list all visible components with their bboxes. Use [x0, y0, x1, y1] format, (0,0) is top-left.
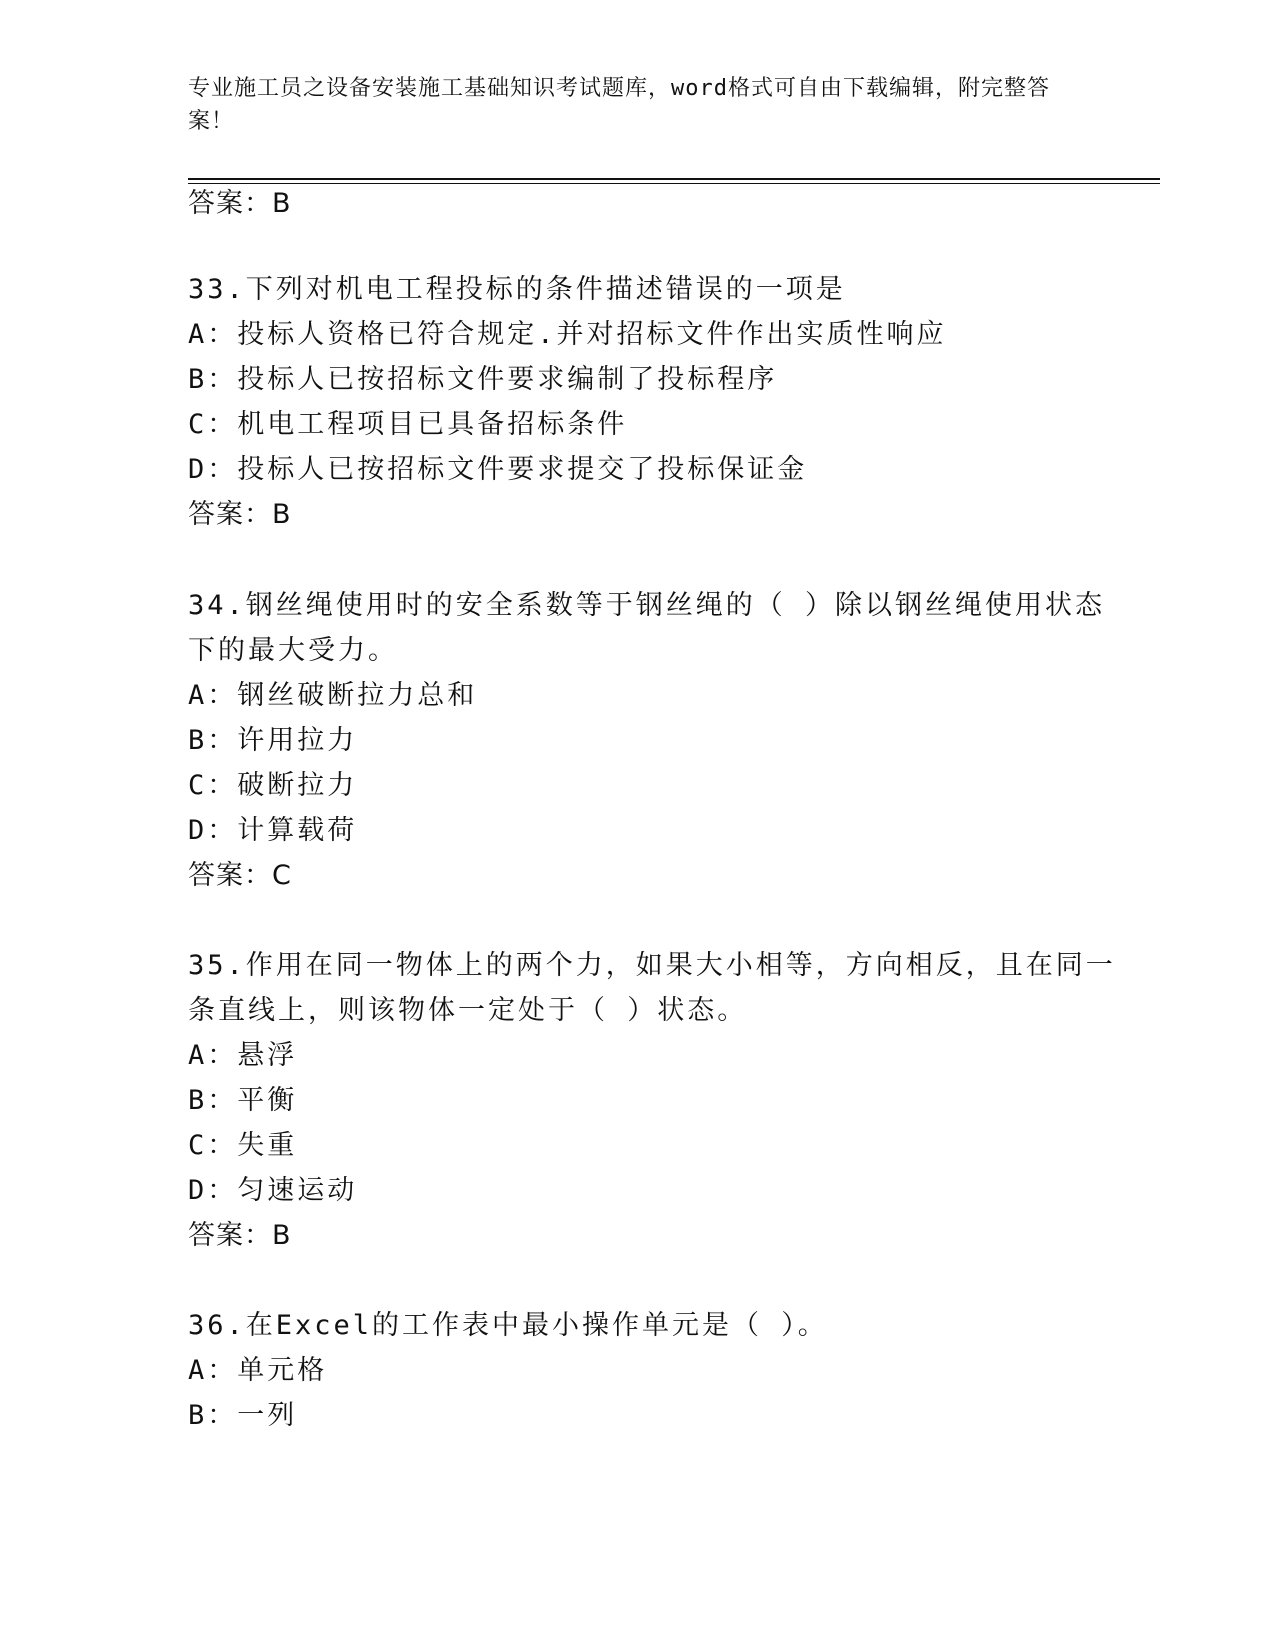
answer-line: 答案：B	[188, 188, 292, 219]
question-36-option-a: A：单元格	[188, 1355, 328, 1386]
question-34-option-a: A：钢丝破断拉力总和	[188, 680, 478, 711]
question-33-option-a: A：投标人资格已符合规定.并对招标文件作出实质性响应	[188, 319, 947, 350]
question-34-answer: 答案：C	[188, 860, 292, 891]
question-35-option-a: A：悬浮	[188, 1040, 298, 1071]
header-rule-thin	[188, 183, 1160, 184]
question-36-stem: 36.在Excel的工作表中最小操作单元是（ ）。	[188, 1310, 828, 1341]
question-33-answer: 答案：B	[188, 499, 292, 530]
question-35-stem-line-1: 35.作用在同一物体上的两个力，如果大小相等，方向相反，且在同一	[188, 950, 1116, 981]
question-33-option-c: C：机电工程项目已具备招标条件	[188, 409, 628, 440]
question-34-stem-line-1: 34.钢丝绳使用时的安全系数等于钢丝绳的（ ）除以钢丝绳使用状态	[188, 590, 1106, 621]
question-35-option-d: D：匀速运动	[188, 1175, 358, 1206]
question-34-stem-line-2: 下的最大受力。	[188, 635, 398, 666]
question-33-option-d: D：投标人已按招标文件要求提交了投标保证金	[188, 454, 808, 485]
question-35-option-b: B：平衡	[188, 1085, 298, 1116]
question-36-option-b: B：一列	[188, 1400, 298, 1431]
header-rule-thick	[188, 178, 1160, 180]
question-35-option-c: C：失重	[188, 1130, 298, 1161]
question-35-answer: 答案：B	[188, 1220, 292, 1251]
question-34-option-c: C：破断拉力	[188, 770, 358, 801]
question-33-option-b: B：投标人已按招标文件要求编制了投标程序	[188, 364, 778, 395]
question-34-option-b: B：许用拉力	[188, 725, 358, 756]
document-header: 专业施工员之设备安装施工基础知识考试题库，word格式可自由下载编辑，附完整答案！	[188, 76, 1050, 134]
question-34-option-d: D：计算载荷	[188, 815, 358, 846]
question-35-stem-line-2: 条直线上，则该物体一定处于（ ）状态。	[188, 995, 748, 1026]
question-33-stem: 33.下列对机电工程投标的条件描述错误的一项是	[188, 274, 846, 305]
